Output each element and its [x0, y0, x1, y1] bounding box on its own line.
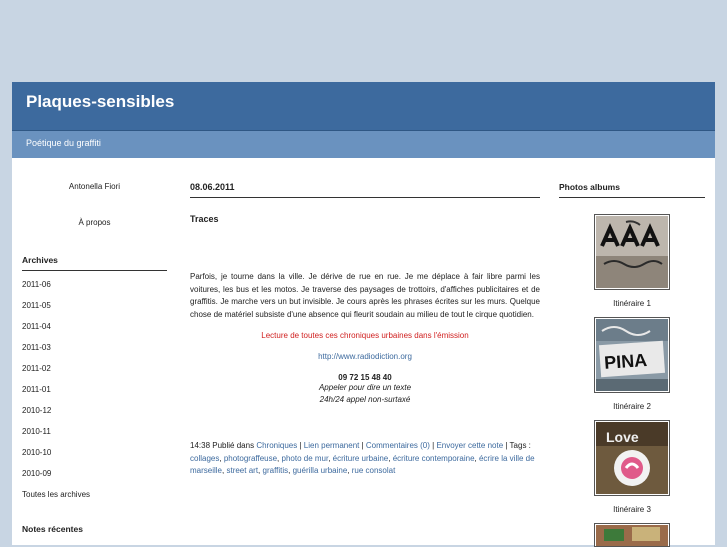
send-note-link[interactable]: Envoyer cette note: [436, 441, 504, 450]
site-banner: [12, 82, 715, 131]
archive-item[interactable]: 2011-05: [22, 301, 51, 310]
phone-number: 09 72 15 48 40: [338, 373, 392, 382]
permalink-link[interactable]: Lien permanent: [303, 441, 360, 450]
radio-link[interactable]: Lecture de toutes ces chroniques urbaines dans l'émission: [261, 331, 469, 340]
post-body: Parfois, je tourne dans la ville. Je dérive de rue en rue. Je me déplace à fair libre parmi les voitures, les bus et les motos. Je traverse des paysages de trottoirs, d'affiches publicitaires et de graffitis. Je marche vers un but invisible. Je cours après les phrases écrites sur les murs. Quelque chose de matériel subsiste d'une absence qui fleurit soudain au milieu de tout le cirque quotidien.: [190, 272, 540, 319]
post-date: 08.06.2011: [190, 182, 540, 198]
tag-link[interactable]: street art: [226, 466, 259, 475]
site-tagline: Poétique du graffiti: [26, 138, 101, 148]
archive-item[interactable]: 2011-03: [22, 343, 51, 352]
tag-link[interactable]: photograffeuse: [223, 453, 278, 463]
tag-link[interactable]: écrire la ville de marseille: [190, 453, 535, 475]
tag-link[interactable]: photo de mur: [281, 453, 329, 463]
album-thumbnail-1[interactable]: [594, 214, 670, 290]
radio-url-link[interactable]: http://www.radiodiction.org: [318, 352, 412, 361]
tagline-bar: [12, 131, 715, 158]
archives-list: [22, 274, 167, 505]
published-in-label: Publié dans: [212, 441, 255, 450]
right-sidebar: [559, 182, 705, 547]
archive-item[interactable]: 2010-09: [22, 469, 52, 478]
archives-heading: Archives: [22, 255, 167, 271]
tag-link[interactable]: graffitis: [262, 466, 289, 475]
album-caption[interactable]: Itinéraire 3: [613, 505, 651, 514]
archive-item[interactable]: 2011-04: [22, 322, 51, 331]
tag-link[interactable]: écriture urbaine: [332, 453, 389, 463]
album-thumbnail-2[interactable]: [594, 317, 670, 393]
album-thumbnail-4[interactable]: [594, 523, 670, 547]
tag-link[interactable]: guérilla urbaine: [292, 466, 348, 475]
left-sidebar: [22, 182, 167, 539]
page-container: [12, 82, 715, 545]
archive-item[interactable]: 2010-12: [22, 406, 52, 415]
tag-link[interactable]: rue consolat: [351, 466, 396, 475]
album-list: [559, 214, 705, 547]
graffiti-photo-icon: [596, 216, 668, 288]
archive-item[interactable]: 2011-02: [22, 364, 51, 373]
site-title[interactable]: Plaques-sensibles: [26, 92, 175, 111]
graffiti-photo-icon: [596, 319, 668, 391]
archive-item[interactable]: 2011-01: [22, 385, 51, 394]
archive-item[interactable]: 2010-10: [22, 448, 52, 457]
graffiti-photo-icon: [596, 422, 668, 494]
call-line-2: 24h/24 appel non-surtaxé: [319, 395, 411, 404]
tags-label: Tags :: [509, 441, 531, 450]
post-footer: 14:38 Publié dans Chroniques | Lien permanent | Commentaires (0) | Envoyer cette note | Tags : collages, photograffeuse, photo de mur, écriture urbaine, écriture contemporaine, écrire la ville de marseille, street art, graffitis, guérilla urbaine, rue consolat: [190, 441, 535, 475]
album-caption[interactable]: Itinéraire 1: [613, 299, 651, 308]
call-line-1: Appeler pour dire un texte: [318, 383, 412, 392]
graffiti-photo-icon: [596, 525, 668, 547]
author-link[interactable]: Antonella Fiori: [68, 182, 121, 191]
album-thumbnail-3[interactable]: [594, 420, 670, 496]
post-time: 14:38: [190, 441, 211, 450]
category-link[interactable]: Chroniques: [256, 441, 298, 450]
svg-text:PINA: PINA: [603, 349, 648, 373]
archive-item[interactable]: 2010-11: [22, 427, 51, 436]
svg-text:Love: Love: [606, 429, 639, 445]
post-title[interactable]: Traces: [190, 214, 219, 224]
tag-link[interactable]: collages: [190, 453, 220, 463]
tag-link[interactable]: écriture contemporaine: [392, 453, 475, 463]
comments-link[interactable]: Commentaires (0): [365, 441, 430, 450]
photo-albums-heading: Photos albums: [559, 182, 705, 198]
recent-notes-heading: Notes récentes: [22, 524, 83, 534]
about-link[interactable]: À propos: [78, 218, 111, 227]
archive-item[interactable]: 2011-06: [22, 280, 51, 289]
post-area: [190, 182, 540, 478]
album-caption[interactable]: Itinéraire 2: [613, 402, 651, 411]
all-archives-link[interactable]: Toutes les archives: [22, 490, 91, 499]
